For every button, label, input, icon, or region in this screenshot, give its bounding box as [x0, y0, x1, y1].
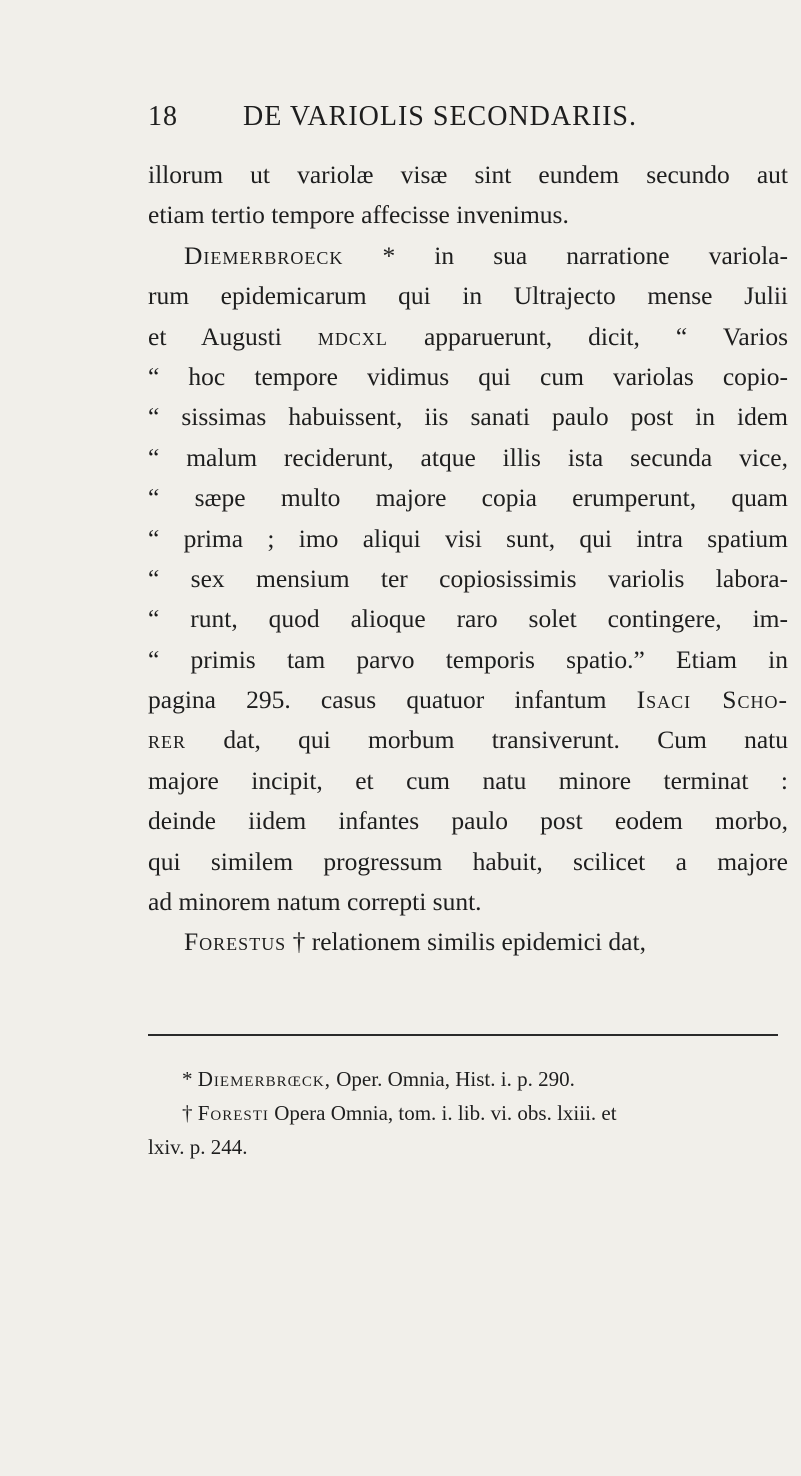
line-text: “ malum reciderunt, atque illis ista secunda vice,: [148, 442, 788, 472]
line-text: pagina 295. casus quatuor infantum: [148, 685, 637, 715]
text-line: [148, 680, 788, 720]
line-text: “ primis tam parvo temporis spatio.” Etiam in: [148, 644, 788, 674]
text-line: [148, 640, 788, 680]
body-text: [148, 155, 788, 963]
line-text: † relationem similis epidemici dat,: [286, 927, 646, 957]
line-text: * in sua narratione variola-: [343, 240, 788, 270]
line-text: illorum ut variolæ visæ sint eundem secundo aut: [148, 160, 788, 189]
text-line: [148, 438, 788, 478]
running-header: [148, 100, 637, 134]
small-caps-name: Isaci Scho-: [636, 685, 788, 715]
small-caps-name: Diemerbrœck,: [197, 1067, 332, 1091]
line-text: Oper. Omnia, Hist. i. p. 290.: [331, 1067, 575, 1091]
line-text: *: [182, 1067, 198, 1091]
line-text: deinde iidem infantes paulo post eodem morbo,: [148, 806, 788, 836]
text-line: [148, 559, 788, 599]
text-line: [148, 195, 788, 235]
line-text: “ prima ; imo aliqui visi sunt, qui intra spatium: [148, 523, 788, 553]
text-line: [148, 720, 788, 760]
text-line: [148, 761, 788, 801]
line-text: Opera Omnia, tom. i. lib. vi. obs. lxiii. et: [268, 1101, 617, 1125]
text-line: [148, 478, 788, 518]
running-title: DE VARIOLIS SECONDARIIS.: [243, 101, 638, 132]
text-line: [148, 922, 788, 962]
text-line: [148, 842, 788, 882]
page-number: 18: [148, 101, 178, 132]
small-caps-name: Foresti: [197, 1101, 269, 1125]
line-text: “ hoc tempore vidimus qui cum variolas copio-: [148, 361, 788, 391]
text-line: [148, 397, 788, 437]
text-line: [148, 801, 788, 841]
text-line: [148, 236, 788, 276]
text-line: [148, 882, 788, 922]
line-text: dat, qui morbum transiverunt. Cum natu: [186, 725, 788, 755]
line-text: “ runt, quod alioque raro solet contingere, im-: [148, 604, 788, 634]
line-text: apparuerunt, dicit, “ Varios: [387, 321, 788, 351]
footnote-line: [148, 1130, 778, 1164]
small-caps-name: Forestus: [184, 927, 287, 957]
line-text: et Augusti: [148, 321, 318, 351]
line-text: †: [182, 1101, 198, 1125]
footnote-line: [148, 1062, 778, 1096]
text-line: [148, 155, 788, 195]
small-caps-name: mdcxl: [317, 321, 388, 351]
line-text: ad minorem natum correpti sunt.: [148, 887, 482, 917]
small-caps-name: Diemerbroeck: [184, 240, 344, 270]
footnotes: [148, 1062, 778, 1164]
small-caps-name: rer: [148, 725, 187, 755]
text-line: [148, 317, 788, 357]
line-text: rum epidemicarum qui in Ultrajecto mense Julii: [148, 281, 788, 311]
text-line: [148, 357, 788, 397]
line-text: “ sissimas habuissent, iis sanati paulo post in idem: [148, 402, 788, 432]
line-text: “ sex mensium ter copiosissimis variolis labora-: [148, 563, 788, 593]
line-text: majore incipit, et cum natu minore terminat :: [148, 765, 788, 795]
line-text: “ sæpe multo majore copia erumperunt, quam: [148, 483, 788, 513]
footnote-line: [148, 1096, 778, 1130]
footnote-rule: [148, 1034, 778, 1036]
line-text: etiam tertio tempore affecisse invenimus.: [148, 200, 569, 230]
line-text: qui similem progressum habuit, scilicet a majore: [148, 846, 788, 876]
line-text: lxiv. p. 244.: [148, 1135, 248, 1159]
text-line: [148, 519, 788, 559]
text-line: [148, 276, 788, 316]
text-line: [148, 599, 788, 639]
